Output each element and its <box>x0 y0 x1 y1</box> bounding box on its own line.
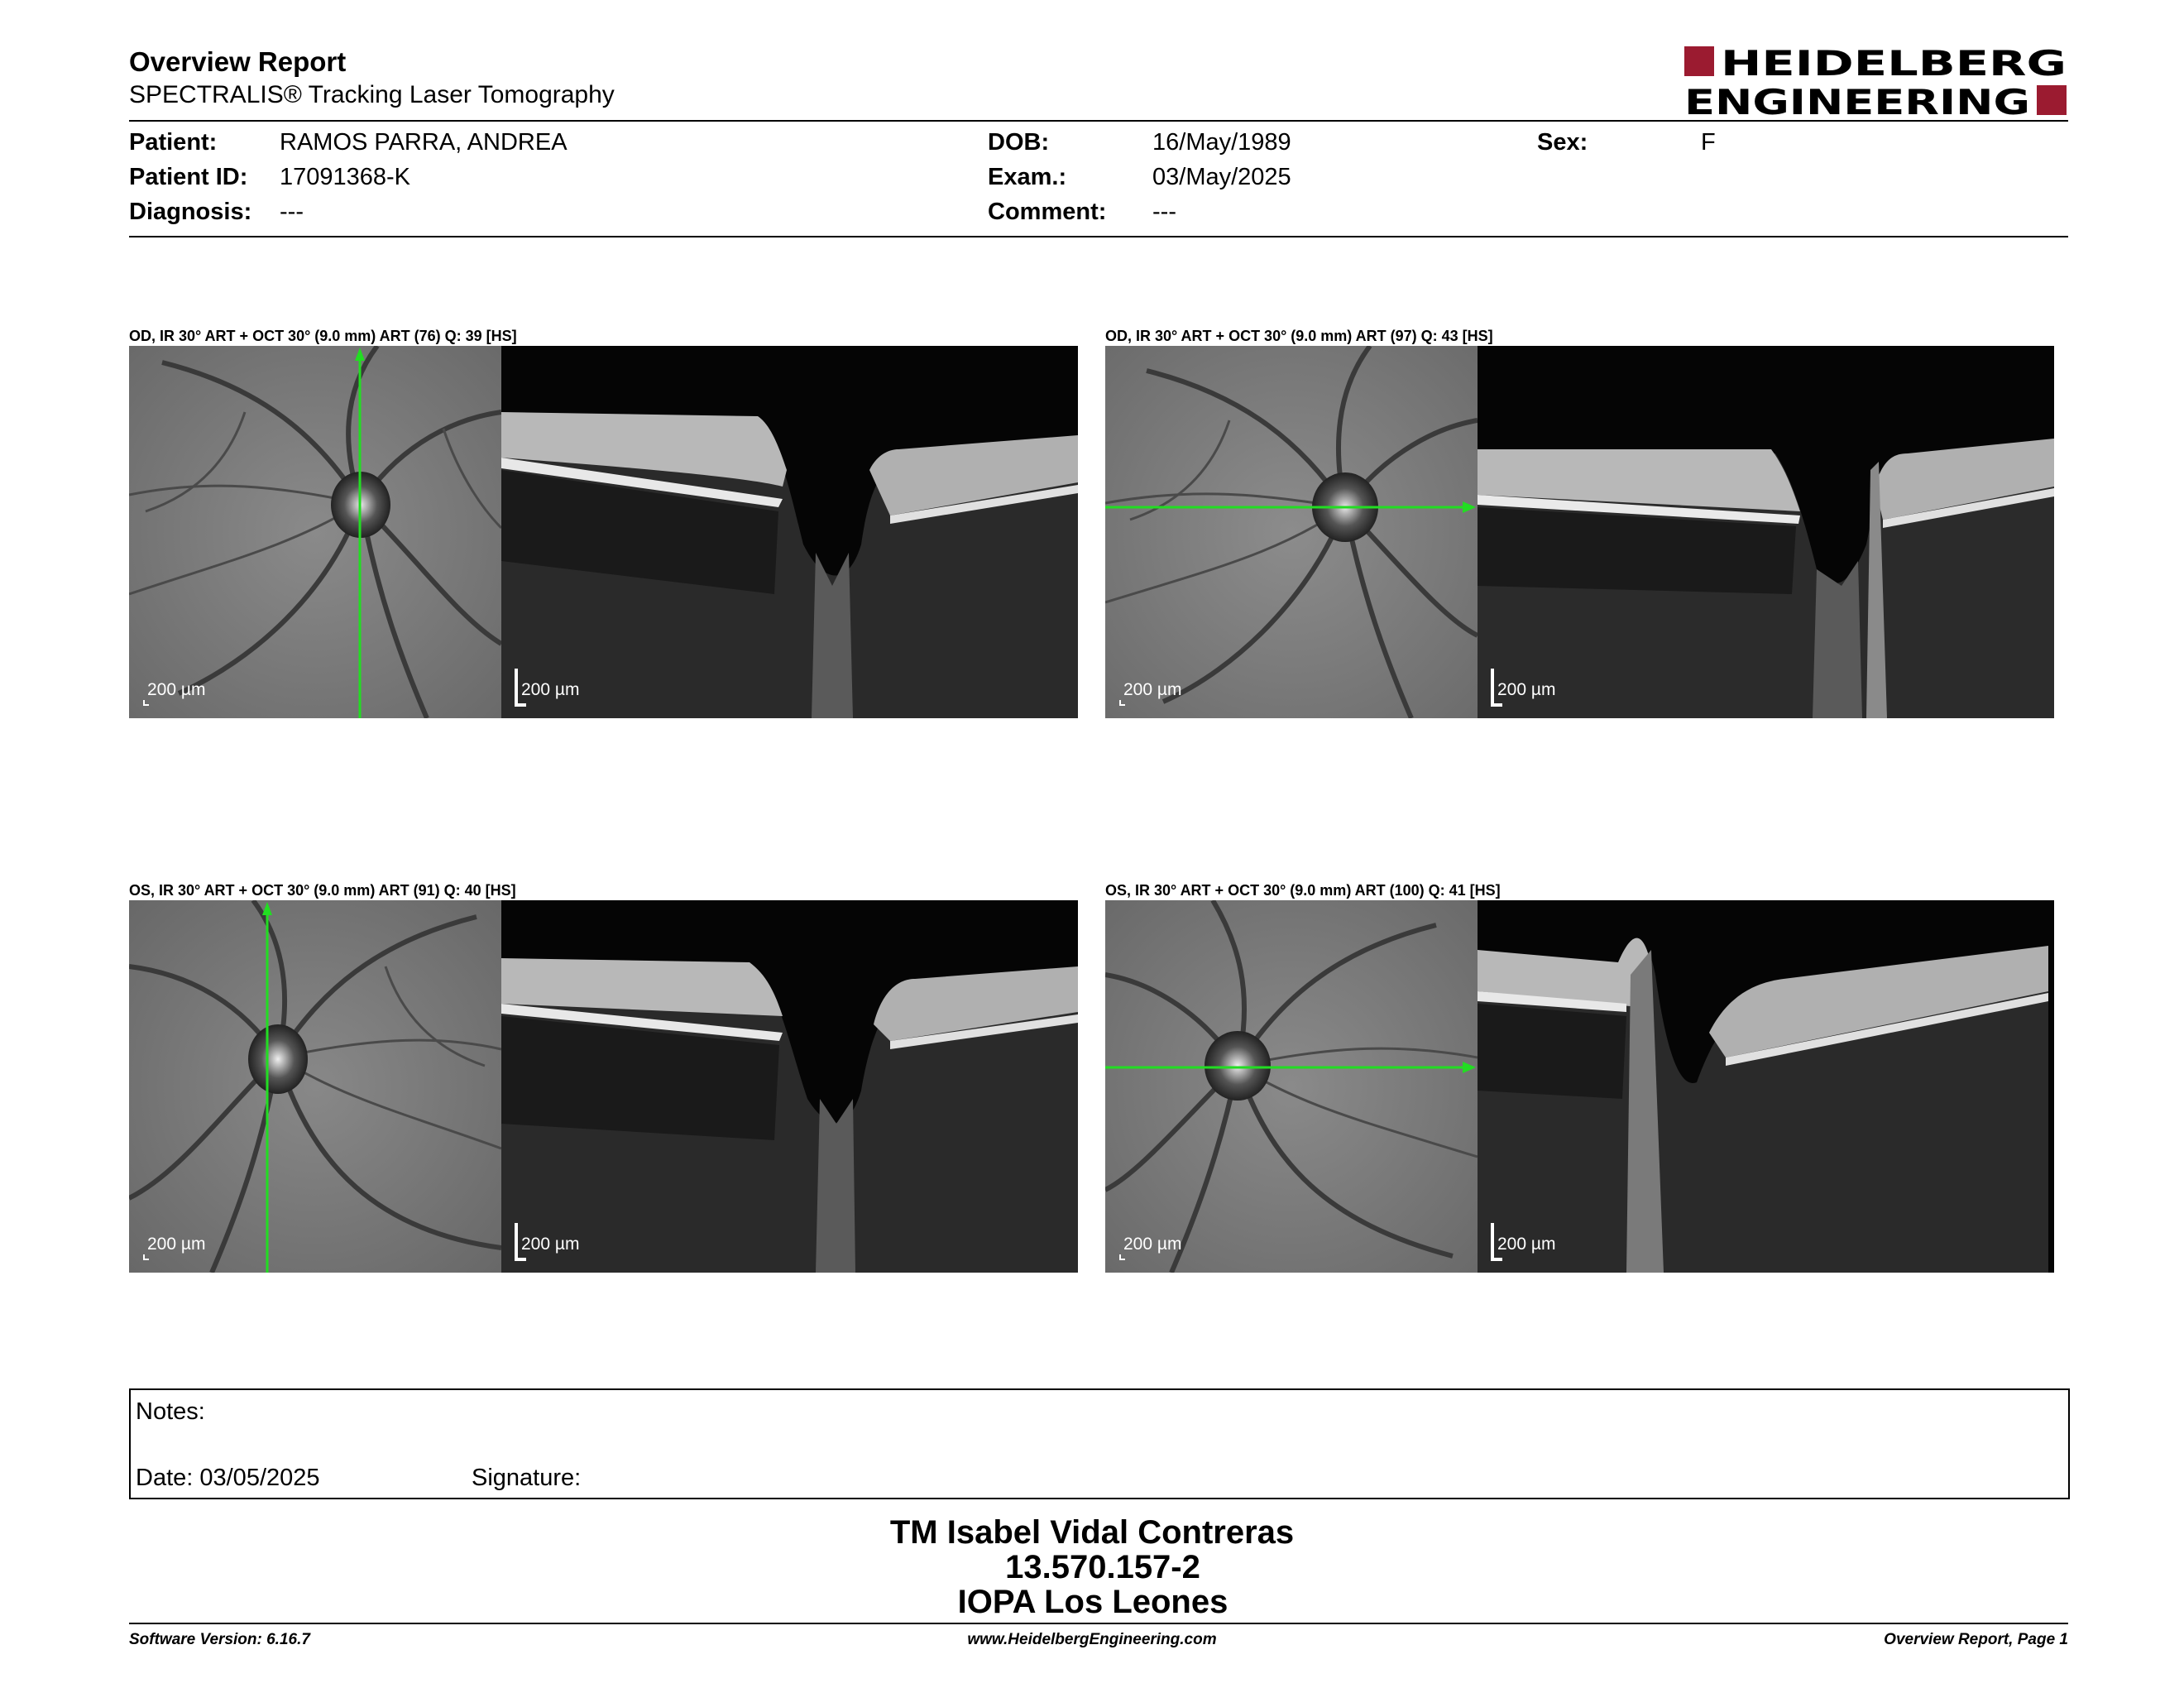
fundus-image-4 <box>1105 900 1478 1273</box>
bscan-image-4 <box>1478 900 2054 1273</box>
bscan-scale-2: 200 µm <box>1497 680 1556 699</box>
website-link[interactable]: www.HeidelbergEngineering.com <box>967 1631 1217 1648</box>
notes-label: Notes: <box>136 1398 205 1425</box>
logo-square-bottom <box>2037 85 2067 115</box>
dob-value: 16/May/1989 <box>1152 129 1291 156</box>
comment-label: Comment: <box>988 199 1107 225</box>
diagnosis-label: Diagnosis: <box>129 199 252 225</box>
image-panel-4 <box>1105 900 2054 1273</box>
report-title: Overview Report <box>129 46 347 77</box>
stamp-name: TM Isabel Vidal Contreras <box>889 1514 1295 1551</box>
logo-line2: ENGINEERING <box>1684 82 2030 117</box>
signature-label: Signature: <box>472 1465 582 1491</box>
image-caption-2: OD, IR 30° ART + OCT 30° (9.0 mm) ART (97) Q: 43 [HS] <box>1105 328 1493 344</box>
patient-value: RAMOS PARRA, ANDREA <box>280 129 568 156</box>
page-number: Overview Report, Page 1 <box>1884 1631 2068 1648</box>
logo-square-top <box>1684 46 1714 76</box>
fundus-image-2 <box>1105 346 1478 718</box>
dob-label: DOB: <box>988 129 1050 156</box>
fundus-scale-2: 200 µm <box>1123 680 1182 699</box>
fundus-scale-3: 200 µm <box>147 1235 206 1254</box>
comment-value: --- <box>1152 199 1176 225</box>
image-panel-1 <box>129 346 1078 718</box>
bscan-scale-1: 200 µm <box>521 680 580 699</box>
patient-rule <box>129 236 2068 237</box>
image-panel-2 <box>1105 346 2054 718</box>
exam-value: 03/May/2025 <box>1152 164 1291 190</box>
diagnosis-value: --- <box>280 199 304 225</box>
report-subtitle: SPECTRALIS® Tracking Laser Tomography <box>129 81 615 108</box>
footer-rule <box>129 1623 2068 1624</box>
image-caption-1: OD, IR 30° ART + OCT 30° (9.0 mm) ART (76) Q: 39 [HS] <box>129 328 517 344</box>
stamp-id: 13.570.157-2 <box>1005 1549 1200 1585</box>
patient-id-value: 17091368-K <box>280 164 411 190</box>
image-panel-3 <box>129 900 1078 1273</box>
logo-line1: HEIDELBERG <box>1721 45 2067 84</box>
sex-value: F <box>1701 129 1716 156</box>
fundus-scale-1: 200 µm <box>147 680 206 699</box>
notes-box <box>129 1388 2070 1499</box>
fundus-image-3 <box>129 900 501 1273</box>
header-rule <box>129 120 2068 122</box>
bscan-image-1 <box>501 346 1078 718</box>
exam-label: Exam.: <box>988 164 1067 190</box>
patient-id-label: Patient ID: <box>129 164 248 190</box>
fundus-image-1 <box>129 346 501 718</box>
bscan-scale-4: 200 µm <box>1497 1235 1556 1254</box>
stamp-institution: IOPA Los Leones <box>957 1584 1228 1620</box>
bscan-image-3 <box>501 900 1078 1273</box>
patient-label: Patient: <box>129 129 218 156</box>
software-version: Software Version: 6.16.7 <box>129 1631 310 1648</box>
heidelberg-logo <box>1684 45 2068 117</box>
bscan-image-2 <box>1478 346 2054 718</box>
fundus-scale-4: 200 µm <box>1123 1235 1182 1254</box>
image-caption-4: OS, IR 30° ART + OCT 30° (9.0 mm) ART (100) Q: 41 [HS] <box>1105 882 1501 899</box>
sex-label: Sex: <box>1537 129 1588 156</box>
bscan-scale-3: 200 µm <box>521 1235 580 1254</box>
image-caption-3: OS, IR 30° ART + OCT 30° (9.0 mm) ART (91) Q: 40 [HS] <box>129 882 516 899</box>
date-label: Date: 03/05/2025 <box>136 1465 320 1491</box>
